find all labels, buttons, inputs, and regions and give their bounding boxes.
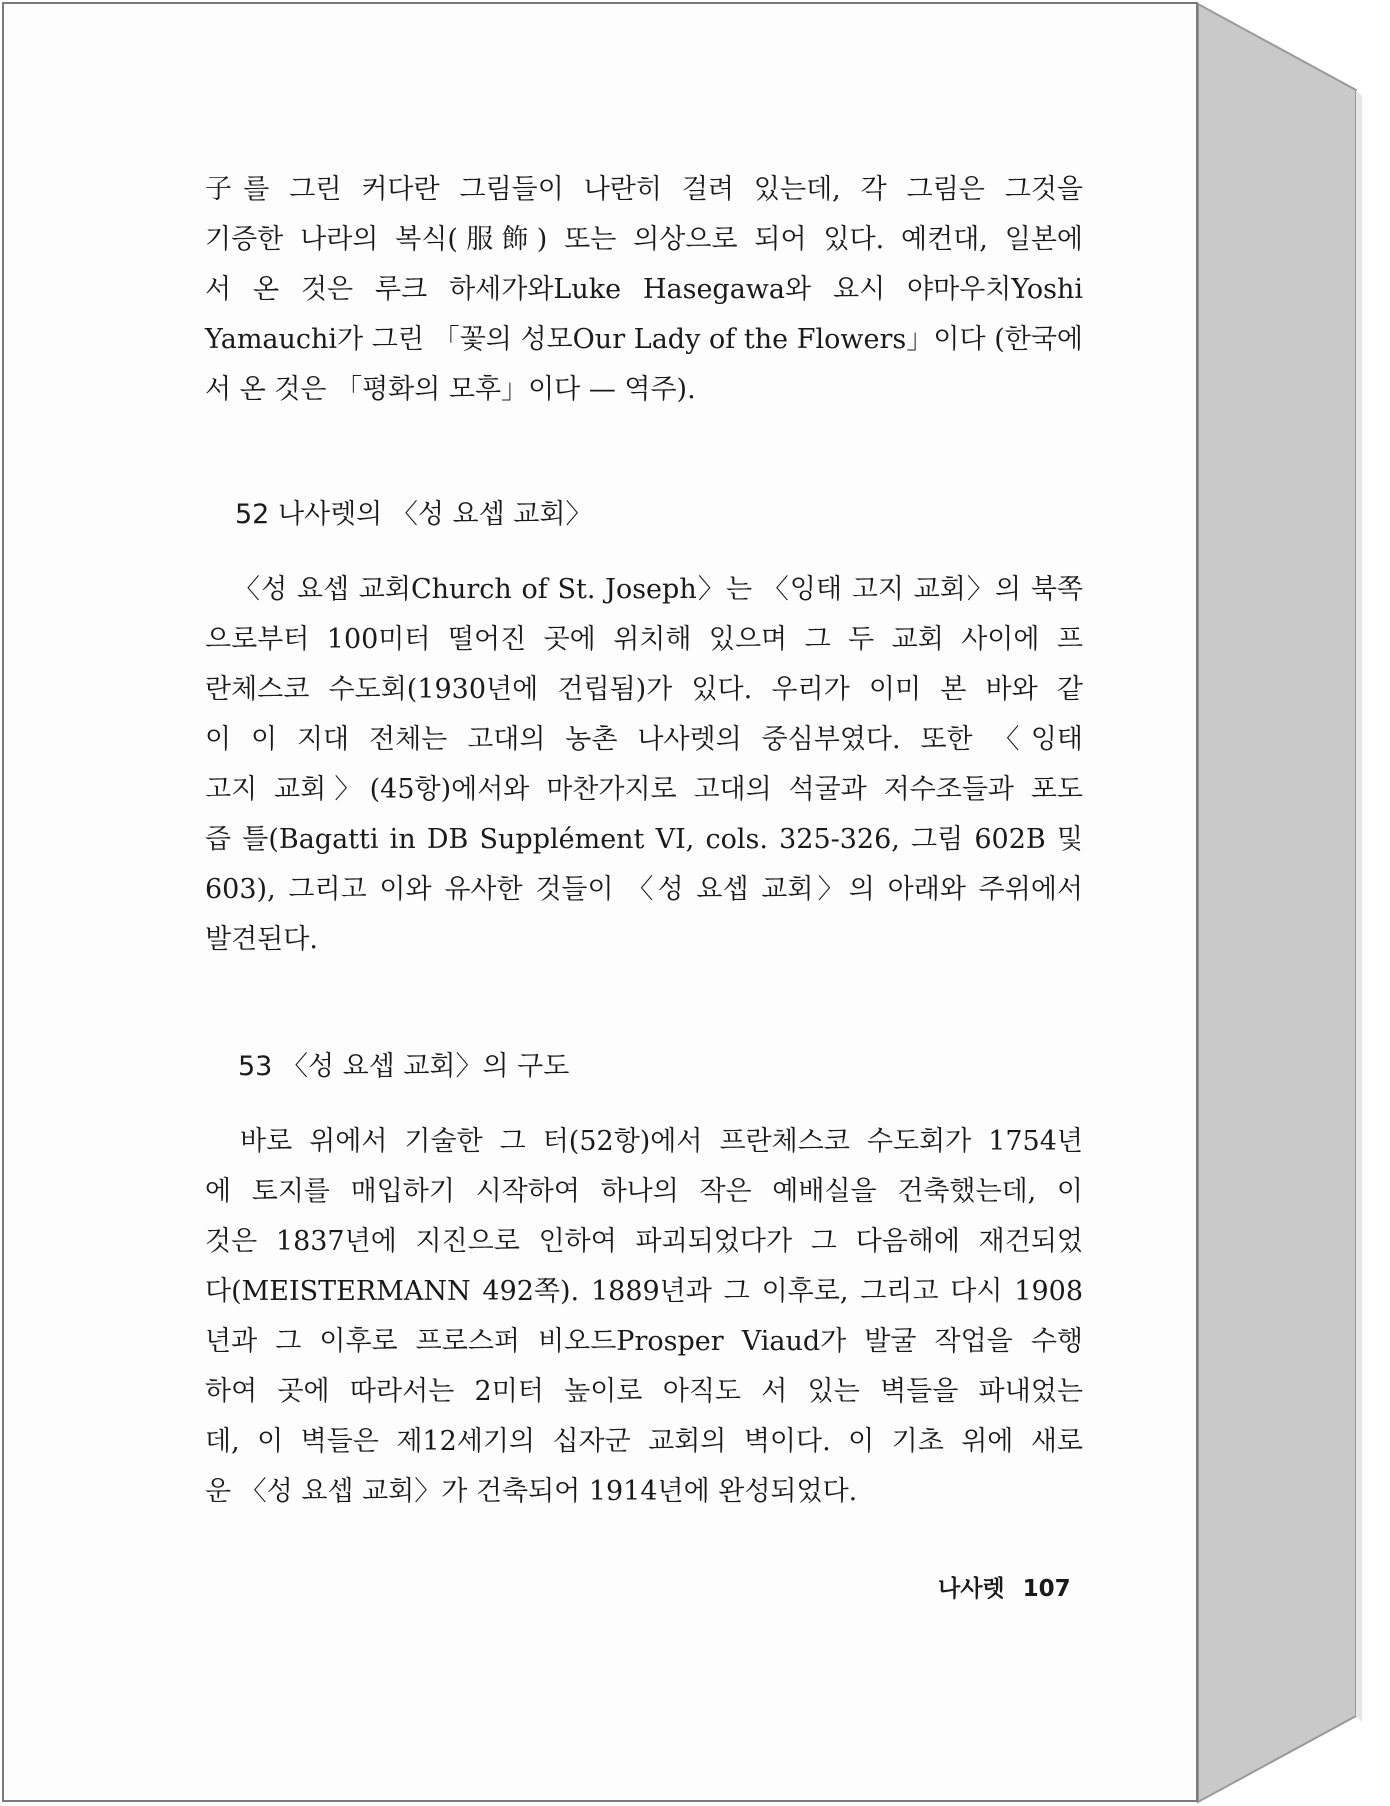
text-line: 데, 이 벽들은 제12세기의 십자군 교회의 벽이다. 이 기초 위에 새로 [205,1426,1083,1457]
page-number: 107 [1022,1576,1071,1602]
text-line: 바로 위에서 기술한 그 터(52항)에서 프란체스코 수도회가 1754년 [240,1126,1083,1157]
text-line: 이 이 지대 전체는 고대의 농촌 나사렛의 중심부였다. 또한 〈잉태 [205,724,1083,755]
text-line: 발견된다. [205,924,318,955]
intro-paragraph [205,165,1083,415]
text-line: 년과 그 이후로 프로스퍼 비오드Prosper Viaud가 발굴 작업을 수행 [205,1326,1083,1357]
text-line: 란체스코 수도회(1930년에 건립됨)가 있다. 우리가 이미 본 바와 같 [205,674,1083,705]
text-line: 에 토지를 매입하기 시작하여 하나의 작은 예배실을 건축했는데, 이 [205,1176,1083,1207]
section-53-paragraph [205,1117,1083,1517]
text-line: Yamauchi가 그린 「꽃의 성모Our Lady of the Flowers」이다 (한국에 [205,324,1083,355]
text-line: 기증한 나라의 복식(服飾) 또는 의상으로 되어 있다. 예컨대, 일본에 [205,224,1083,255]
text-line: 즙 틀(Bagatti in DB Supplément VI, cols. 325-326, 그림 602B 및 [205,824,1083,855]
text-line: 子를 그린 커다란 그림들이 나란히 걸려 있는데, 각 그림은 그것을 [205,174,1083,205]
running-head: 나사렛 [938,1576,1005,1602]
text-line: 〈성 요셉 교회Church of St. Joseph〉는 〈잉태 고지 교회〉의 북쪽 [233,574,1083,605]
page-footer [938,1570,1071,1603]
text-line: 것은 1837년에 지진으로 인하여 파괴되었다가 그 다음해에 재건되었 [205,1226,1083,1257]
text-line: 서 온 것은 「평화의 모후」이다 — 역주). [205,374,696,405]
text-line: 다(MEISTERMANN 492쪽). 1889년과 그 이후로, 그리고 다시 1908 [205,1276,1083,1307]
section-53-heading: 53 〈성 요셉 교회〉의 구도 [238,1051,570,1082]
text-line: 운 〈성 요셉 교회〉가 건축되어 1914년에 완성되었다. [205,1476,858,1507]
text-line: 서 온 것은 루크 하세가와Luke Hasegawa와 요시 야마우치Yoshi [205,274,1083,305]
section-52-heading: 52 나사렛의 〈성 요셉 교회〉 [235,499,593,530]
text-line: 하여 곳에 따라서는 2미터 높이로 아직도 서 있는 벽들을 파내었는 [205,1376,1083,1407]
text-line: 으로부터 100미터 떨어진 곳에 위치해 있으며 그 두 교회 사이에 프 [205,624,1083,655]
section-52-paragraph [205,565,1083,965]
text-line: 고지 교회〉(45항)에서와 마찬가지로 고대의 석굴과 저수조들과 포도 [205,774,1083,805]
text-line: 603), 그리고 이와 유사한 것들이 〈성 요셉 교회〉의 아래와 주위에서 [205,874,1083,905]
